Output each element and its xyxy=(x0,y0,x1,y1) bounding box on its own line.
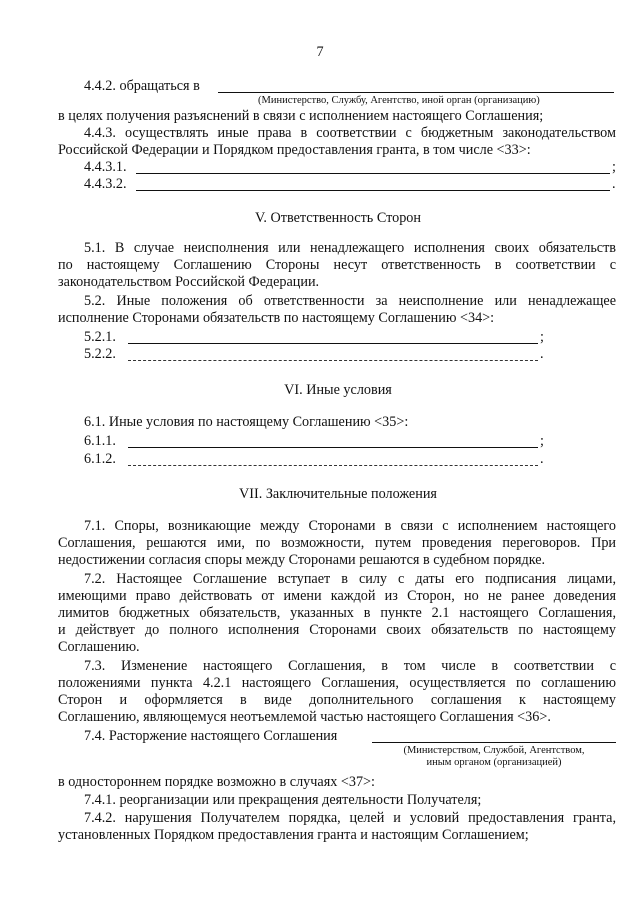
caption-organ-1: (Министерством, Службой, Агентством, xyxy=(403,745,585,756)
item-number: 5.2.2. xyxy=(84,346,116,362)
clause-7-2-cont: Соглашению. xyxy=(58,639,140,655)
clause-6-1: 6.1. Иные условия по настоящему Соглашению <35>: xyxy=(84,414,409,430)
item-end: ; xyxy=(540,329,544,345)
item-end: ; xyxy=(540,433,544,449)
clause-7-3-cont: положениями пункта 4.2.1 настоящего Соглашения, осуществляется по соглашению xyxy=(58,675,616,691)
clause-7-3: 7.3. Изменение настоящего Соглашения, в том числе в соответствии с xyxy=(84,658,616,674)
blank-line xyxy=(128,343,538,344)
clause-7-2-cont: имеющими право действовать от имени каждой из Сторон, но не ранее доведения xyxy=(58,588,616,604)
blank-line xyxy=(372,742,616,743)
caption-organ-2: иным органом (организацией) xyxy=(426,757,562,768)
clause-5-2-cont: исполнение Сторонами обязательств по настоящему Соглашению <34>: xyxy=(58,310,495,326)
caption-organ: (Министерство, Службу, Агентство, иной орган (организацию) xyxy=(258,95,540,106)
blank-line xyxy=(218,92,614,93)
blank-line xyxy=(128,447,538,448)
blank-line xyxy=(136,173,610,174)
section-title: V. Ответственность Сторон xyxy=(255,210,421,226)
item-end: . xyxy=(540,451,544,467)
item-number: 5.2.1. xyxy=(84,329,116,345)
section-title: VI. Иные условия xyxy=(284,382,392,398)
item-number: 4.4.3.2. xyxy=(84,176,127,192)
item-number: 6.1.2. xyxy=(84,451,116,467)
clause-7-4: 7.4. Расторжение настоящего Соглашения xyxy=(84,728,338,744)
clause-7-2: 7.2. Настоящее Соглашение вступает в силу с даты его подписания лицами, xyxy=(84,571,616,587)
page-number: 7 xyxy=(316,44,324,60)
clause-7-1-cont: недостижении согласия споры между Сторонами решаются в судебном порядке. xyxy=(58,552,546,568)
item-number: 4.4.3.1. xyxy=(84,159,127,175)
clause-5-1-cont: по настоящему Соглашению Стороны несут ответственность в соответствии с xyxy=(58,257,616,273)
clause-5-1: 5.1. В случае неисполнения или ненадлежащего исполнения своих обязательств xyxy=(84,240,616,256)
clause-7-3-cont: Сторон и оформляется в виде дополнительного соглашения к настоящему xyxy=(58,692,616,708)
blank-line xyxy=(136,190,610,191)
clause-7-3-cont: Соглашению, являющемуся неотъемлемой частью настоящего Соглашения <36>. xyxy=(58,709,551,725)
clause-7-4-cont: в одностороннем порядке возможно в случаях <37>: xyxy=(58,774,375,790)
item-end: . xyxy=(540,346,544,362)
clause-4-4-3: 4.4.3. осуществлять иные права в соответствии с бюджетным законодательством xyxy=(84,125,616,141)
clause-5-1-cont: законодательством Российской Федерации. xyxy=(58,274,320,290)
clause-7-4-2-cont: установленных Порядком предоставления гранта и настоящим Соглашением; xyxy=(58,827,529,843)
clause-4-4-2-cont: в целях получения разъяснений в связи с исполнением настоящего Соглашения; xyxy=(58,108,544,124)
clause-5-2: 5.2. Иные положения об ответственности за неисполнение или ненадлежащее xyxy=(84,293,616,309)
clause-7-4-1: 7.4.1. реорганизации или прекращения деятельности Получателя; xyxy=(84,792,482,808)
item-end: . xyxy=(612,176,616,192)
blank-line xyxy=(128,360,538,361)
clause-7-2-cont: и действует до полного исполнения Сторонами своих обязательств по настоящему xyxy=(58,622,616,638)
section-title: VII. Заключительные положения xyxy=(239,486,437,502)
clause-7-1-cont: Соглашения, решаются ими, по возможности, путем проведения переговоров. При xyxy=(58,535,616,551)
clause-7-4-2: 7.4.2. нарушения Получателем порядка, целей и условий предоставления гранта, xyxy=(84,810,616,826)
clause-7-1: 7.1. Споры, возникающие между Сторонами в связи с исполнением настоящего xyxy=(84,518,616,534)
clause-7-2-cont: лимитов бюджетных обязательств, указанных в пункте 2.1 настоящего Соглашения, xyxy=(58,605,616,621)
clause-4-4-3-cont: Российской Федерации и Порядком предоставления гранта, в том числе <33>: xyxy=(58,142,531,158)
item-number: 6.1.1. xyxy=(84,433,116,449)
item-end: ; xyxy=(612,159,616,175)
blank-line xyxy=(128,465,538,466)
clause-4-4-2: 4.4.2. обращаться в xyxy=(84,78,200,94)
